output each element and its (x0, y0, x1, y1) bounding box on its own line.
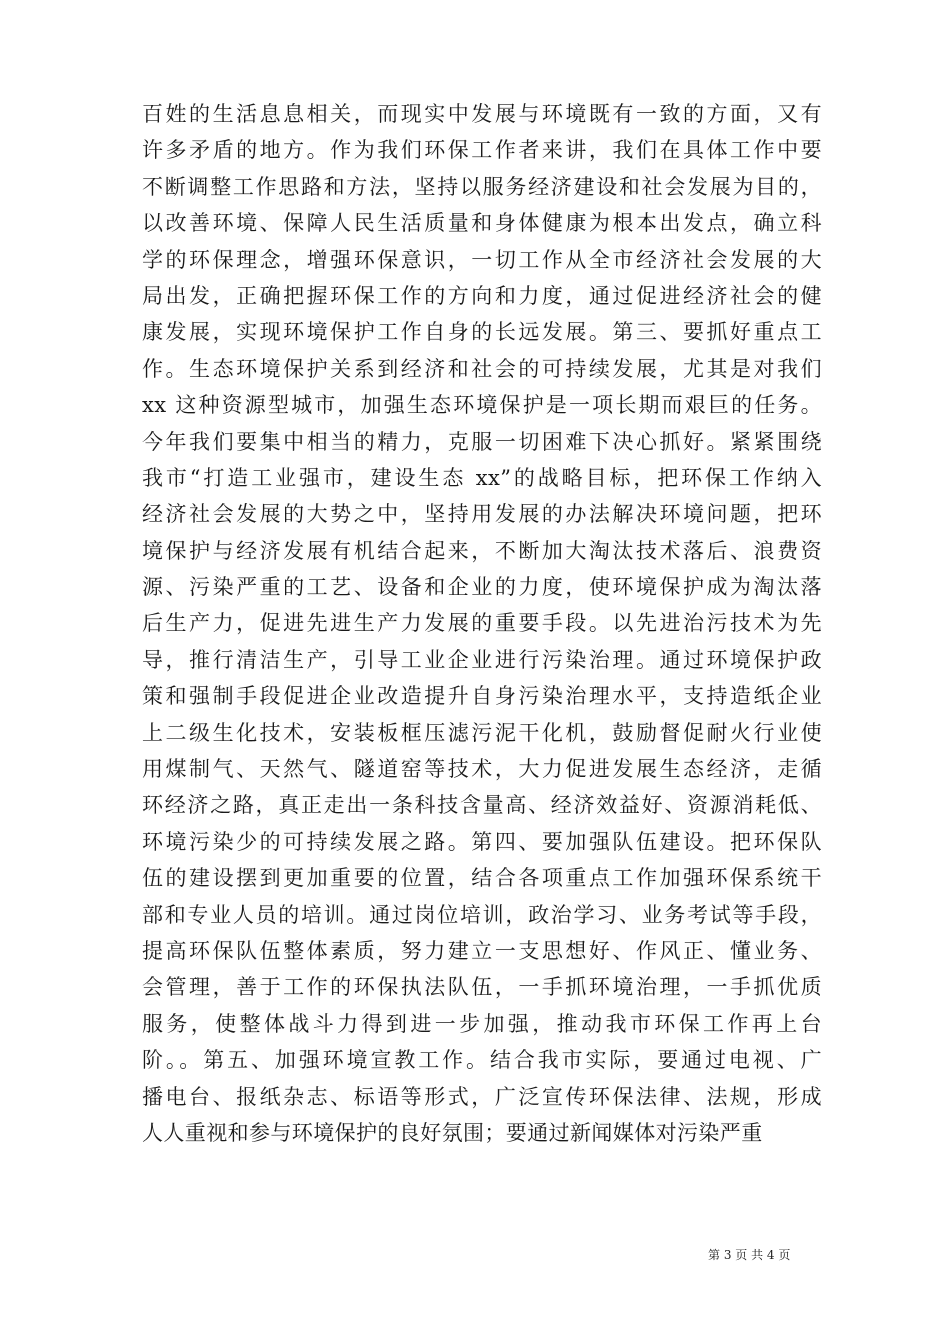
text-line: 环经济之路，真正走出一条科技含量高、经济效益好、资源消耗低、 (142, 793, 822, 818)
text-line: 用煤制气、天然气、隧道窑等技术，大力促进发展生态经济，走循 (142, 757, 822, 782)
text-line: 会管理，善于工作的环保执法队伍，一手抓环境治理，一手抓优质 (142, 975, 822, 1000)
page-number-footer: 第 3 页 共 4 页 (708, 1248, 791, 1262)
text-line: 部和专业人员的培训。通过岗位培训，政治学习、业务考试等手段， (142, 902, 822, 927)
text-line: 播电台、报纸杂志、标语等形式，广泛宣传环保法律、法规，形成 (142, 1084, 822, 1109)
body-text (142, 96, 822, 1151)
text-line: 今年我们要集中相当的精力，克服一切困难下决心抓好。紧紧围绕 (142, 429, 822, 454)
text-line: 境保护与经济发展有机结合起来，不断加大淘汰技术落后、浪费资 (142, 538, 822, 563)
text-line: 经济社会发展的大势之中，坚持用发展的办法解决环境问题，把环 (142, 502, 822, 527)
text-line: 后生产力，促进先进生产力发展的重要手段。以先进治污技术为先 (142, 611, 822, 636)
text-line: 不断调整工作思路和方法，坚持以服务经济建设和社会发展为目的， (142, 174, 822, 199)
text-line: 以改善环境、保障人民生活质量和身体健康为根本出发点，确立科 (142, 211, 822, 236)
text-line: 康发展，实现环境保护工作自身的长远发展。第三、要抓好重点工 (142, 320, 822, 345)
text-line: 阶。。第五、加强环境宣教工作。结合我市实际，要通过电视、广 (142, 1048, 822, 1073)
text-line: 提高环保队伍整体素质，努力建立一支思想好、作风正、懂业务、 (142, 938, 822, 963)
text-line: 百姓的生活息息相关，而现实中发展与环境既有一致的方面，又有 (142, 102, 822, 126)
text-line: 导，推行清洁生产，引导工业企业进行污染治理。通过环境保护政 (142, 647, 822, 672)
text-line: 伍的建设摆到更加重要的位置，结合各项重点工作加强环保系统干 (142, 866, 822, 891)
text-line: 策和强制手段促进企业改造提升自身污染治理水平，支持造纸企业 (142, 684, 822, 709)
text-line: 局出发，正确把握环保工作的方向和力度，通过促进经济社会的健 (142, 283, 822, 308)
text-line: 许多矛盾的地方。作为我们环保工作者来讲，我们在具体工作中要 (142, 138, 822, 163)
text-line: 我市“打造工业强市，建设生态 xx”的战略目标，把环保工作纳入 (142, 465, 822, 490)
text-line: 上二级生化技术，安装板框压滤污泥干化机，鼓励督促耐火行业使 (142, 720, 822, 745)
text-line: 人人重视和参与环境保护的良好氛围；要通过新闻媒体对污染严重 (142, 1120, 763, 1145)
text-line: 服务，使整体战斗力得到进一步加强，推动我市环保工作再上台 (142, 1011, 822, 1036)
text-line: 源、污染严重的工艺、设备和企业的力度，使环境保护成为淘汰落 (142, 575, 822, 600)
text-line: 环境污染少的可持续发展之路。第四、要加强队伍建设。把环保队 (142, 829, 822, 854)
text-line: xx 这种资源型城市，加强生态环境保护是一项长期而艰巨的任务。 (142, 393, 822, 418)
text-line: 学的环保理念，增强环保意识，一切工作从全市经济社会发展的大 (142, 247, 822, 272)
text-line: 作。生态环境保护关系到经济和社会的可持续发展，尤其是对我们 (142, 356, 822, 381)
